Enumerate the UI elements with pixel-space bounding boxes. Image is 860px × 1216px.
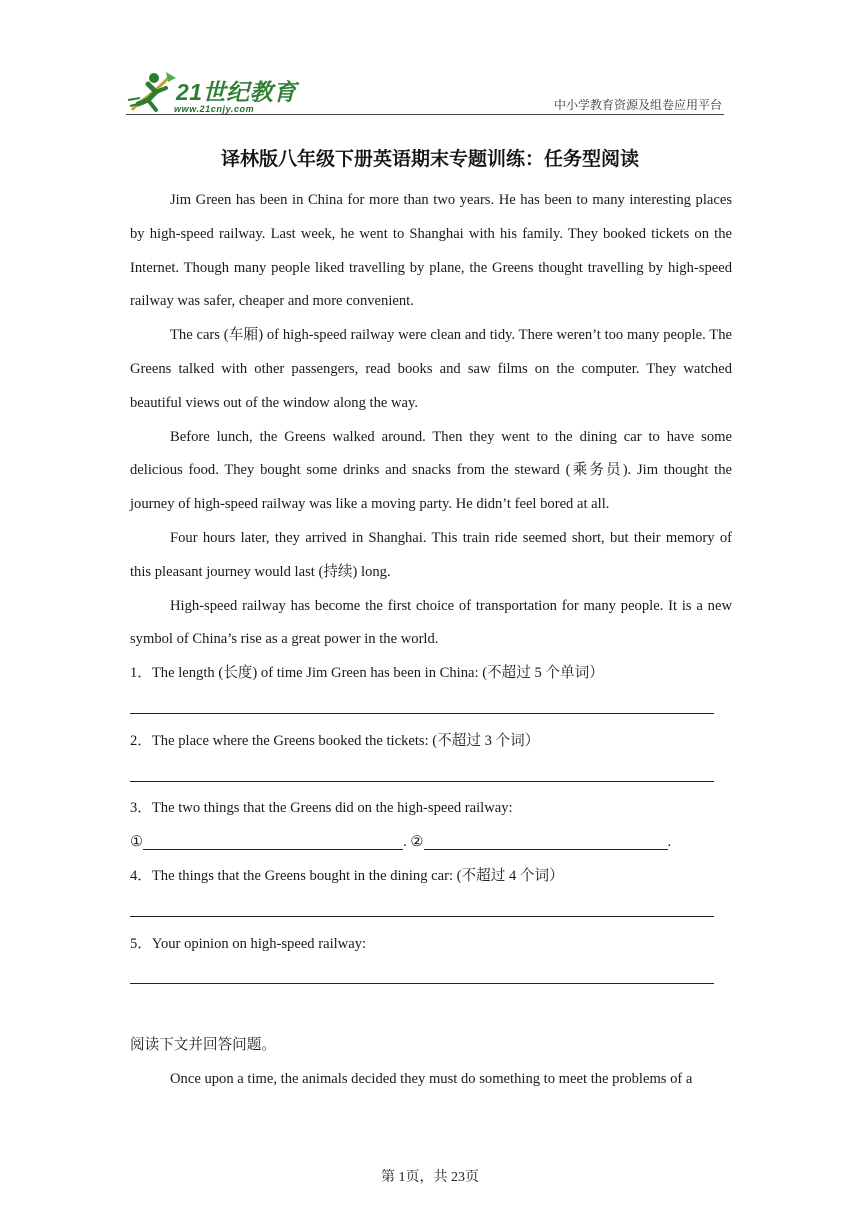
blank-end: .: [667, 834, 672, 851]
passage-paragraph: Before lunch, the Greens walked around. Then they went to the dining car to have some delicious food. They bought some drinks and snacks from the steward (乘务员). Jim thought the journey of high-speed railway was like a moving party. He didn’t feel bored at all.: [130, 428, 732, 513]
question-5: 5．Your opinion on high-speed railway:: [130, 935, 367, 952]
question-1: 1．The length (长度) of time Jim Green has been in China: (不超过 5 个单词）: [130, 665, 604, 682]
passage-paragraph: Jim Green has been in China for more than two years. He has been to many interesting places by high-speed railway. Last week, he went to Shanghai with his family. They booked tickets on the Internet. Though many people liked travelling by plane, the Greens thought travelling by high-speed railway was safer, cheaper and more convenient.: [130, 192, 732, 310]
answer-line-1[interactable]: [130, 691, 732, 725]
blank-marker-1: ①: [130, 834, 144, 851]
header-divider: [126, 114, 724, 115]
logo: [126, 70, 306, 120]
logo-text: 21世纪教育: [176, 79, 297, 105]
passage-paragraph: Four hours later, they arrived in Shanghai. This train ride seemed short, but their memory of this pleasant journey would last (持续) long.: [130, 529, 732, 580]
answer-blank-2[interactable]: [424, 831, 668, 850]
blank-marker-2: ②: [410, 834, 424, 851]
document-title: 译林版八年级下册英语期末专题训练：任务型阅读: [220, 148, 639, 170]
answer-line-5[interactable]: [130, 961, 732, 995]
logo-url: www.21cnjy.com: [174, 104, 255, 114]
document-body: [130, 184, 732, 1097]
page-header: [126, 64, 724, 120]
answer-line-4[interactable]: [130, 894, 732, 928]
answer-blank-1[interactable]: [143, 831, 403, 850]
page-footer: 第 1页，共 23页: [381, 1170, 479, 1185]
question-3-blanks: [130, 826, 732, 860]
passage-paragraph: High-speed railway has become the first choice of transportation for many people. It is a new symbol of China’s rise as a great power in the world.: [130, 597, 732, 648]
answer-line-2[interactable]: [130, 759, 732, 793]
platform-tagline: 中小学教育资源及组卷应用平台: [553, 98, 722, 112]
question-3: 3．The two things that the Greens did on the high-speed railway:: [130, 800, 513, 817]
passage-paragraph: The cars (车厢) of high-speed railway were clean and tidy. There weren’t too many people. The Greens talked with other passengers, read books and saw films on the computer. They watched beautiful views out of the window along the way.: [130, 327, 732, 411]
section-gap: [130, 995, 732, 1029]
runner-logo-icon: [126, 70, 178, 116]
next-passage-paragraph: Once upon a time, the animals decided they must do something to meet the problems of a: [170, 1070, 693, 1087]
question-2: 2．The place where the Greens booked the tickets: (不超过 3 个词）: [130, 732, 540, 749]
section-instruction: 阅读下文并回答问题。: [130, 1036, 276, 1053]
blank-separator: .: [403, 834, 407, 851]
question-4: 4．The things that the Greens bought in the dining car: (不超过 4 个词）: [130, 867, 564, 884]
